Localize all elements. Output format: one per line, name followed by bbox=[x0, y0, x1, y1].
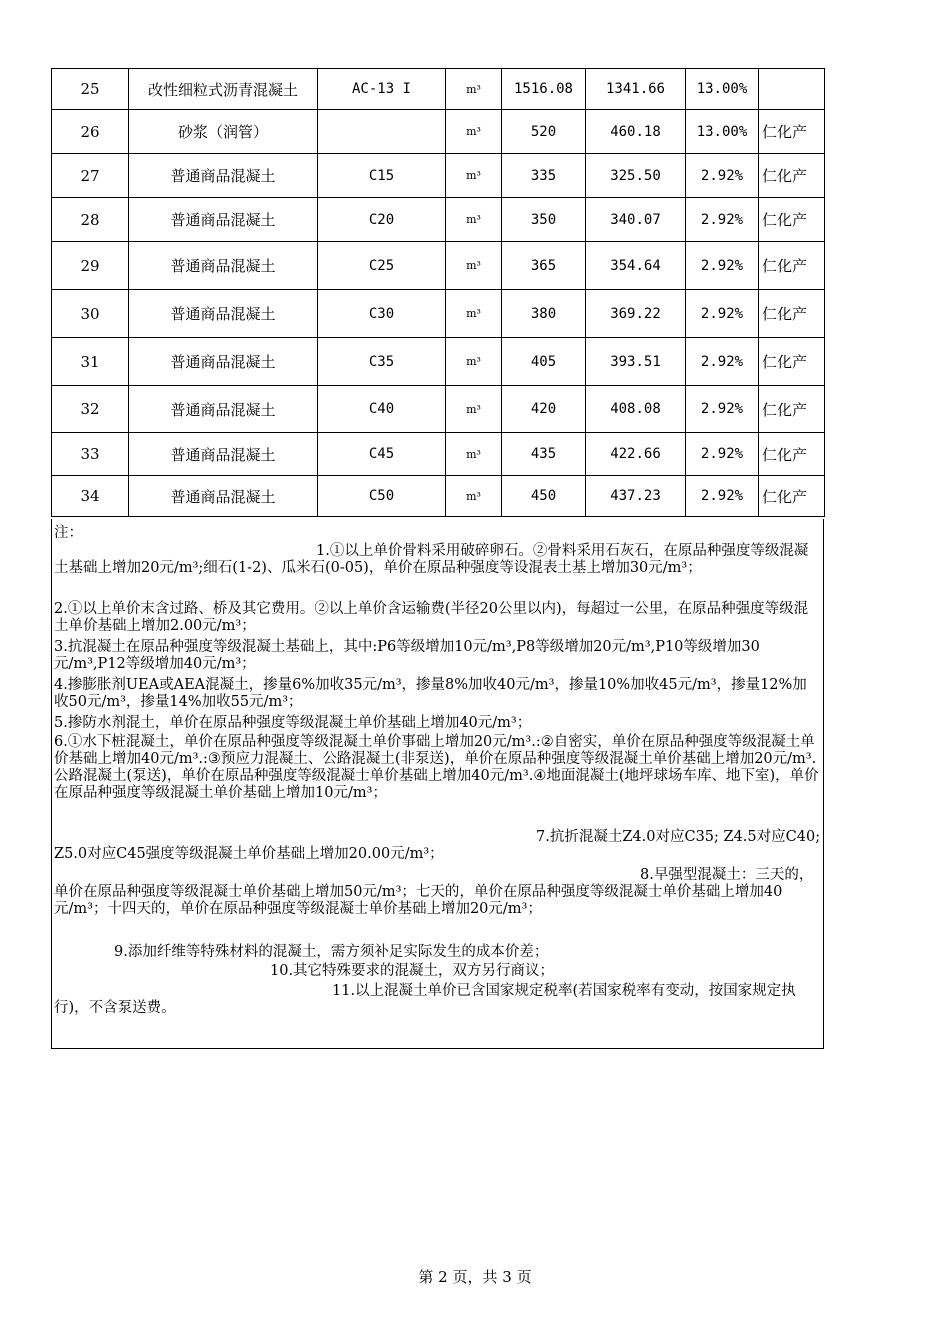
material-name-cell: 普通商品混凝土 bbox=[129, 386, 318, 433]
price-with-tax-cell: 1516.08 bbox=[502, 69, 586, 110]
tax-rate-cell: 2.92% bbox=[686, 154, 759, 198]
material-spec-cell: C15 bbox=[318, 154, 446, 198]
source-cell: 仁化产 bbox=[759, 476, 825, 517]
material-name-cell: 普通商品混凝土 bbox=[129, 154, 318, 198]
price-ex-tax-cell: 393.51 bbox=[586, 338, 686, 386]
note-6: 6.①水下桩混凝土，单价在原品种强度等级混凝土单价事础上增加20元/m³.:②自密实，单价在原品种强度等级混凝土单价基础上增加40元/m³.:③预应力混凝土、公路混凝土(非泵送)，单价在原品种强度等级混凝土单价基础上增加20元/m³.公路混凝土(泵送)，单价在原品种强度等级混凝士单价基础上增加40元/m³.④地面混凝土(地坪球场车库、地下室)，单价在原品种强度等级混凝土单价基础上增加10元/m³； bbox=[54, 734, 819, 801]
note-7: 7.抗折混凝土Z4.0对应C35; Z4.5对应C40; Z5.0对应C45强度等级混凝土单价基础上增加20.00元/m³； bbox=[54, 829, 821, 862]
material-spec-cell: C25 bbox=[318, 242, 446, 290]
note-2: 2.①以上单价末含过路、桥及其它费用。②以上单价含运输费(半径20公里以内)，每超过一公里，在原品种强度等级混土单价基础上增加2.00元/m³； bbox=[54, 601, 809, 634]
source-cell: 仁化产 bbox=[759, 290, 825, 338]
source-cell: 仁化产 bbox=[759, 386, 825, 433]
source-cell: 仁化产 bbox=[759, 154, 825, 198]
material-name-cell: 普通商品混凝土 bbox=[129, 433, 318, 476]
row-number-cell: 32 bbox=[52, 386, 129, 433]
material-spec-cell: C50 bbox=[318, 476, 446, 517]
unit-cell: m³ bbox=[446, 110, 502, 154]
note-4: 4.掺膨胀剂UEA或AEA混凝土，掺量6%加收35元/m³，掺量8%加收40元/m³，掺量10%加收45元/m³，掺量12%加收50元/m³，掺量14%加收55元/m³； bbox=[54, 677, 807, 710]
unit-cell: m³ bbox=[446, 198, 502, 242]
price-ex-tax-cell: 1341.66 bbox=[586, 69, 686, 110]
note-11: 11.以上混凝土单价已含国家规定税率(若国家税率有变动，按国家规定执行)，不含泵送费。 bbox=[54, 983, 796, 1016]
source-cell: 仁化产 bbox=[759, 338, 825, 386]
source-cell: 仁化产 bbox=[759, 242, 825, 290]
table-row bbox=[52, 69, 825, 110]
material-name-cell: 普通商品混凝土 bbox=[129, 242, 318, 290]
material-spec-cell: C45 bbox=[318, 433, 446, 476]
tax-rate-cell: 2.92% bbox=[686, 386, 759, 433]
tax-rate-cell: 13.00% bbox=[686, 69, 759, 110]
tax-rate-cell: 2.92% bbox=[686, 242, 759, 290]
row-number-cell: 27 bbox=[52, 154, 129, 198]
row-number-cell: 33 bbox=[52, 433, 129, 476]
table-row bbox=[52, 433, 825, 476]
note-1: 1.①以上单价骨料采用破碎卵石。②骨料采用石灰石，在原品种强度等级混凝土基础上增加20元/m³;细石(1-2)、瓜米石(0-05)，单价在原品种强度等设混表土基上增加30元/m³； bbox=[54, 543, 809, 576]
unit-cell: m³ bbox=[446, 290, 502, 338]
price-with-tax-cell: 335 bbox=[502, 154, 586, 198]
material-name-cell: 普通商品混凝土 bbox=[129, 338, 318, 386]
unit-cell: m³ bbox=[446, 154, 502, 198]
tax-rate-cell: 2.92% bbox=[686, 338, 759, 386]
price-ex-tax-cell: 437.23 bbox=[586, 476, 686, 517]
unit-cell: m³ bbox=[446, 433, 502, 476]
row-number-cell: 31 bbox=[52, 338, 129, 386]
unit-cell: m³ bbox=[446, 242, 502, 290]
tax-rate-cell: 2.92% bbox=[686, 476, 759, 517]
row-number-cell: 29 bbox=[52, 242, 129, 290]
table-row bbox=[52, 242, 825, 290]
unit-cell: m³ bbox=[446, 338, 502, 386]
price-with-tax-cell: 450 bbox=[502, 476, 586, 517]
material-spec-cell: C40 bbox=[318, 386, 446, 433]
price-ex-tax-cell: 369.22 bbox=[586, 290, 686, 338]
price-with-tax-cell: 350 bbox=[502, 198, 586, 242]
material-name-cell: 砂浆（润管） bbox=[129, 110, 318, 154]
price-ex-tax-cell: 460.18 bbox=[586, 110, 686, 154]
material-spec-cell: AC-13 I bbox=[318, 69, 446, 110]
material-spec-cell bbox=[318, 110, 446, 154]
row-number-cell: 25 bbox=[52, 69, 129, 110]
table-row bbox=[52, 110, 825, 154]
note-8: 8.早强型混凝土：三天的，单价在原品种强度等级混凝士单价基础上增加50元/m³；七天的，单价在原品种强度等级混凝士单价基础上增加40元/m³；十四天的，单价在原品种强度等级混凝士单价基础上增加20元/m³； bbox=[54, 867, 814, 917]
price-with-tax-cell: 380 bbox=[502, 290, 586, 338]
unit-cell: m³ bbox=[446, 476, 502, 517]
table-row bbox=[52, 154, 825, 198]
price-ex-tax-cell: 325.50 bbox=[586, 154, 686, 198]
tax-rate-cell: 13.00% bbox=[686, 110, 759, 154]
source-cell: 仁化产 bbox=[759, 433, 825, 476]
source-cell: 仁化产 bbox=[759, 198, 825, 242]
price-with-tax-cell: 420 bbox=[502, 386, 586, 433]
note-9: 9.添加纤维等特殊材料的混凝土，需方须补足实际发生的成本价差； bbox=[114, 944, 549, 960]
price-table bbox=[51, 68, 825, 517]
tax-rate-cell: 2.92% bbox=[686, 198, 759, 242]
tax-rate-cell: 2.92% bbox=[686, 290, 759, 338]
tax-rate-cell: 2.92% bbox=[686, 433, 759, 476]
price-ex-tax-cell: 340.07 bbox=[586, 198, 686, 242]
unit-cell: m³ bbox=[446, 69, 502, 110]
price-with-tax-cell: 405 bbox=[502, 338, 586, 386]
row-number-cell: 30 bbox=[52, 290, 129, 338]
page-footer: 第 2 页，共 3 页 bbox=[418, 1268, 532, 1286]
price-ex-tax-cell: 422.66 bbox=[586, 433, 686, 476]
row-number-cell: 28 bbox=[52, 198, 129, 242]
table-row bbox=[52, 198, 825, 242]
material-spec-cell: C30 bbox=[318, 290, 446, 338]
material-spec-cell: C35 bbox=[318, 338, 446, 386]
price-with-tax-cell: 365 bbox=[502, 242, 586, 290]
row-number-cell: 34 bbox=[52, 476, 129, 517]
material-spec-cell: C20 bbox=[318, 198, 446, 242]
material-name-cell: 普通商品混凝土 bbox=[129, 290, 318, 338]
notes-label: 注： bbox=[54, 525, 83, 541]
table-row bbox=[52, 290, 825, 338]
source-cell bbox=[759, 69, 825, 110]
table-row bbox=[52, 386, 825, 433]
material-name-cell: 改性细粒式沥青混凝土 bbox=[129, 69, 318, 110]
price-with-tax-cell: 520 bbox=[502, 110, 586, 154]
notes-section bbox=[51, 519, 824, 1049]
material-name-cell: 普通商品混凝土 bbox=[129, 476, 318, 517]
row-number-cell: 26 bbox=[52, 110, 129, 154]
table-row bbox=[52, 338, 825, 386]
material-name-cell: 普通商品混凝土 bbox=[129, 198, 318, 242]
unit-cell: m³ bbox=[446, 386, 502, 433]
source-cell: 仁化产 bbox=[759, 110, 825, 154]
note-3: 3.抗混凝土在原品种强度等级混凝土基础上，其中:P6等级增加10元/m³,P8等级增加20元/m³,P10等级增加30元/m³,P12等级增加40元/m³； bbox=[54, 639, 760, 672]
price-ex-tax-cell: 408.08 bbox=[586, 386, 686, 433]
note-10: 10.其它特殊要求的混凝土，双方另行商议； bbox=[270, 963, 555, 979]
price-ex-tax-cell: 354.64 bbox=[586, 242, 686, 290]
price-with-tax-cell: 435 bbox=[502, 433, 586, 476]
table-row bbox=[52, 476, 825, 517]
note-5: 5.掺防水剂混土，单价在原品种强度等级混凝土单价基础上增加40元/m³； bbox=[54, 715, 532, 731]
